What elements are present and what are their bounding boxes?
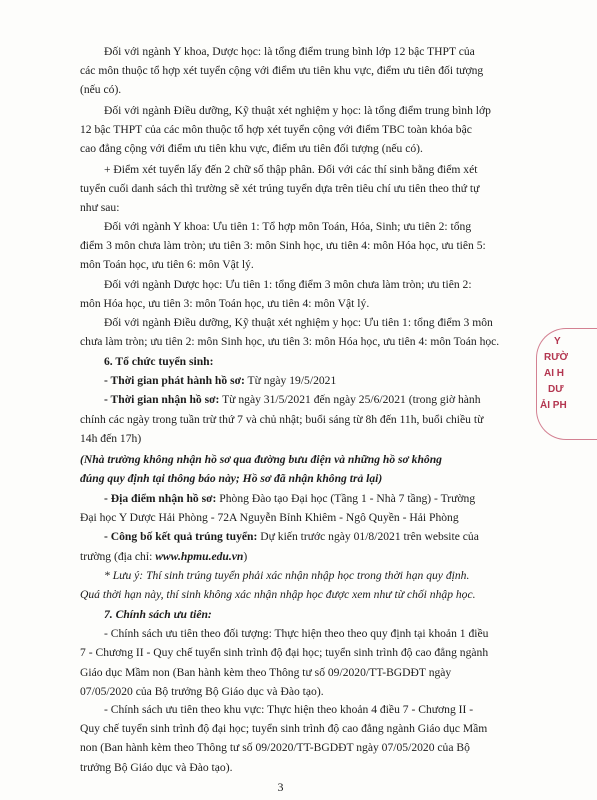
text-line: các môn thuộc tổ hợp xét tuyển cộng với điểm ưu tiên khu vực, điểm ưu tiên đối tượng xyxy=(80,64,484,78)
text-line: + Điểm xét tuyển lấy đến 2 chữ số thập phân. Đối với các thí sinh bằng điểm xét xyxy=(104,163,478,176)
seal-text: RƯỜ xyxy=(544,352,569,363)
text-line: 7 - Chương II - Quy chế tuyển sinh trình độ đại học; tuyển sinh trình độ cao đẳng ngành xyxy=(80,646,489,660)
text-line: chính các ngày trong tuần trừ thứ 7 và chủ nhật; buổi sáng từ 8h đến 11h, buổi chiều từ xyxy=(80,412,484,426)
warning-line: Quá thời hạn này, thí sinh không xác nhận nhập học được xem như từ chối nhập học. xyxy=(80,588,476,602)
page-number: 3 xyxy=(277,780,284,794)
paragraph-uu-tien-y-khoa xyxy=(80,217,526,275)
section-7-region-block xyxy=(80,700,526,777)
red-seal-stamp xyxy=(536,328,576,438)
seal-text: AI H xyxy=(544,368,564,379)
text-line: 07/05/2020 của Bộ trưởng Bộ Giáo dục và Đào tạo). xyxy=(80,684,324,698)
field-value: Từ ngày 31/5/2021 đến ngày 25/6/2021 (trong giờ hành xyxy=(219,393,481,407)
seal-text: ẢI PH xyxy=(540,400,567,411)
text-line: Đối với ngành Y khoa: Ưu tiên 1: Tổ hợp môn Toán, Hóa, Sinh; ưu tiên 2: tổng xyxy=(104,220,472,233)
field-label: - Thời gian phát hành hồ sơ: xyxy=(104,374,245,388)
result-line xyxy=(80,527,526,546)
paragraph-uu-tien-duoc-hoc xyxy=(80,275,526,313)
text-line: - Chính sách ưu tiên theo khu vực: Thực hiện theo khoản 4 điều 7 - Chương II - xyxy=(104,703,474,716)
place-block xyxy=(80,489,526,566)
text-line: Đối với ngành Dược học: Ưu tiên 1: tổng điểm 3 môn chưa làm tròn; ưu tiên 2: xyxy=(104,278,472,291)
field-label: - Địa điểm nhận hồ sơ: xyxy=(104,492,217,505)
note-block xyxy=(80,450,526,488)
note-line: đúng quy định tại thông báo này; Hồ sơ đã nhận không trả lại) xyxy=(80,472,383,486)
website-line xyxy=(80,547,526,566)
paragraph-y-khoa-duoc-hoc xyxy=(80,42,526,100)
section-6-block xyxy=(80,352,526,448)
text-line: chưa làm tròn; ưu tiên 2: môn Sinh học, ưu tiên 3: môn Hóa học, ưu tiên 4: môn Toán học. xyxy=(80,335,500,349)
text-line: Đối với ngành Điều dưỡng, Kỹ thuật xét nghiệm y học: là tổng điểm trung bình lớp xyxy=(104,104,491,117)
warning-block xyxy=(80,566,526,604)
note-line: (Nhà trường không nhận hồ sơ qua đường bưu điện và những hồ sơ không xyxy=(80,453,442,466)
section-heading: 6. Tổ chức tuyển sinh: xyxy=(104,355,214,368)
seal-text: DƯ xyxy=(548,384,564,395)
text-line: như sau: xyxy=(80,201,120,215)
paragraph-dieu-duong xyxy=(80,101,526,159)
website-link[interactable]: www.hpmu.edu.vn xyxy=(155,549,244,563)
seal-text: Y xyxy=(554,336,561,347)
text-line: tuyển cuối danh sách thì trường sẽ xét trúng tuyển dựa trên tiêu chí ưu tiên theo thứ tự xyxy=(80,182,480,196)
field-value: Từ ngày 19/5/2021 xyxy=(244,374,337,388)
text-span: ) xyxy=(243,549,248,563)
text-line: (nếu có). xyxy=(80,83,122,97)
paragraph-diem-xet-tuyen xyxy=(80,160,526,218)
text-line: Đối với ngành Điều dưỡng, Kỹ thuật xét nghiệm y học: Ưu tiên 1: tổng điểm 3 môn xyxy=(104,316,493,329)
text-line: điểm 3 môn chưa làm tròn; ưu tiên 3: môn Sinh học, ưu tiên 4: môn Hóa học, ưu tiên 5: xyxy=(80,239,486,253)
field-value: Dự kiến trước ngày 01/8/2021 trên website của xyxy=(257,530,479,544)
text-line: 12 bậc THPT của các môn thuộc tổ hợp xét tuyển cộng với điểm TBC toàn khóa bậc xyxy=(80,123,472,137)
seal-ring xyxy=(536,328,597,440)
text-line: môn Hóa học, ưu tiên 3: môn Toán học, ưu tiên 4: môn Vật lý. xyxy=(80,297,370,311)
text-line: Đối với ngành Y khoa, Dược học: là tổng điểm trung bình lớp 12 bậc THPT của xyxy=(104,45,475,58)
text-line: Đại học Y Dược Hải Phòng - 72A Nguyễn Bỉnh Khiêm - Ngô Quyền - Hải Phòng xyxy=(80,511,459,525)
text-line: cao đẳng cộng với điểm ưu tiên khu vực, điểm ưu tiên đối tượng (nếu có). xyxy=(80,142,423,156)
field-label: - Công bố kết quả trúng tuyển: xyxy=(104,530,258,544)
text-span: trường (địa chỉ: xyxy=(80,549,156,563)
text-line: trưởng Bộ Giáo dục và Đào tạo). xyxy=(80,760,233,774)
text-line: 14h đến 17h) xyxy=(80,431,142,445)
release-time-line xyxy=(80,371,526,390)
field-label: - Thời gian nhận hồ sơ: xyxy=(104,393,220,407)
field-value: Phòng Đào tạo Đại học (Tầng 1 - Nhà 7 tầng) - Trường xyxy=(216,492,476,505)
receive-time-line xyxy=(80,390,526,409)
section-7-block xyxy=(80,605,526,701)
paragraph-uu-tien-dieu-duong xyxy=(80,313,526,351)
place-line xyxy=(80,489,526,508)
text-line: non (Ban hành kèm theo Thông tư số 09/2020/TT-BGDĐT ngày 07/05/2020 của Bộ xyxy=(80,741,470,755)
text-line: - Chính sách ưu tiên theo đối tượng: Thực hiện theo theo quy định tại khoản 1 điều xyxy=(104,627,489,641)
text-line: Giáo dục Mầm non (Ban hành kèm theo Thông tư số 09/2020/TT-BGDĐT ngày xyxy=(80,665,452,679)
warning-line: * Lưu ý: Thí sinh trúng tuyển phải xác nhận nhập học trong thời hạn quy định. xyxy=(104,569,470,582)
section-heading: 7. Chính sách ưu tiên: xyxy=(104,608,212,621)
text-line: Quy chế tuyển sinh trình độ đại học; tuyển sinh trình độ cao đẳng ngành Giáo dục Mầm xyxy=(80,722,488,736)
text-line: môn Toán học, ưu tiên 6: môn Vật lý. xyxy=(80,258,254,272)
